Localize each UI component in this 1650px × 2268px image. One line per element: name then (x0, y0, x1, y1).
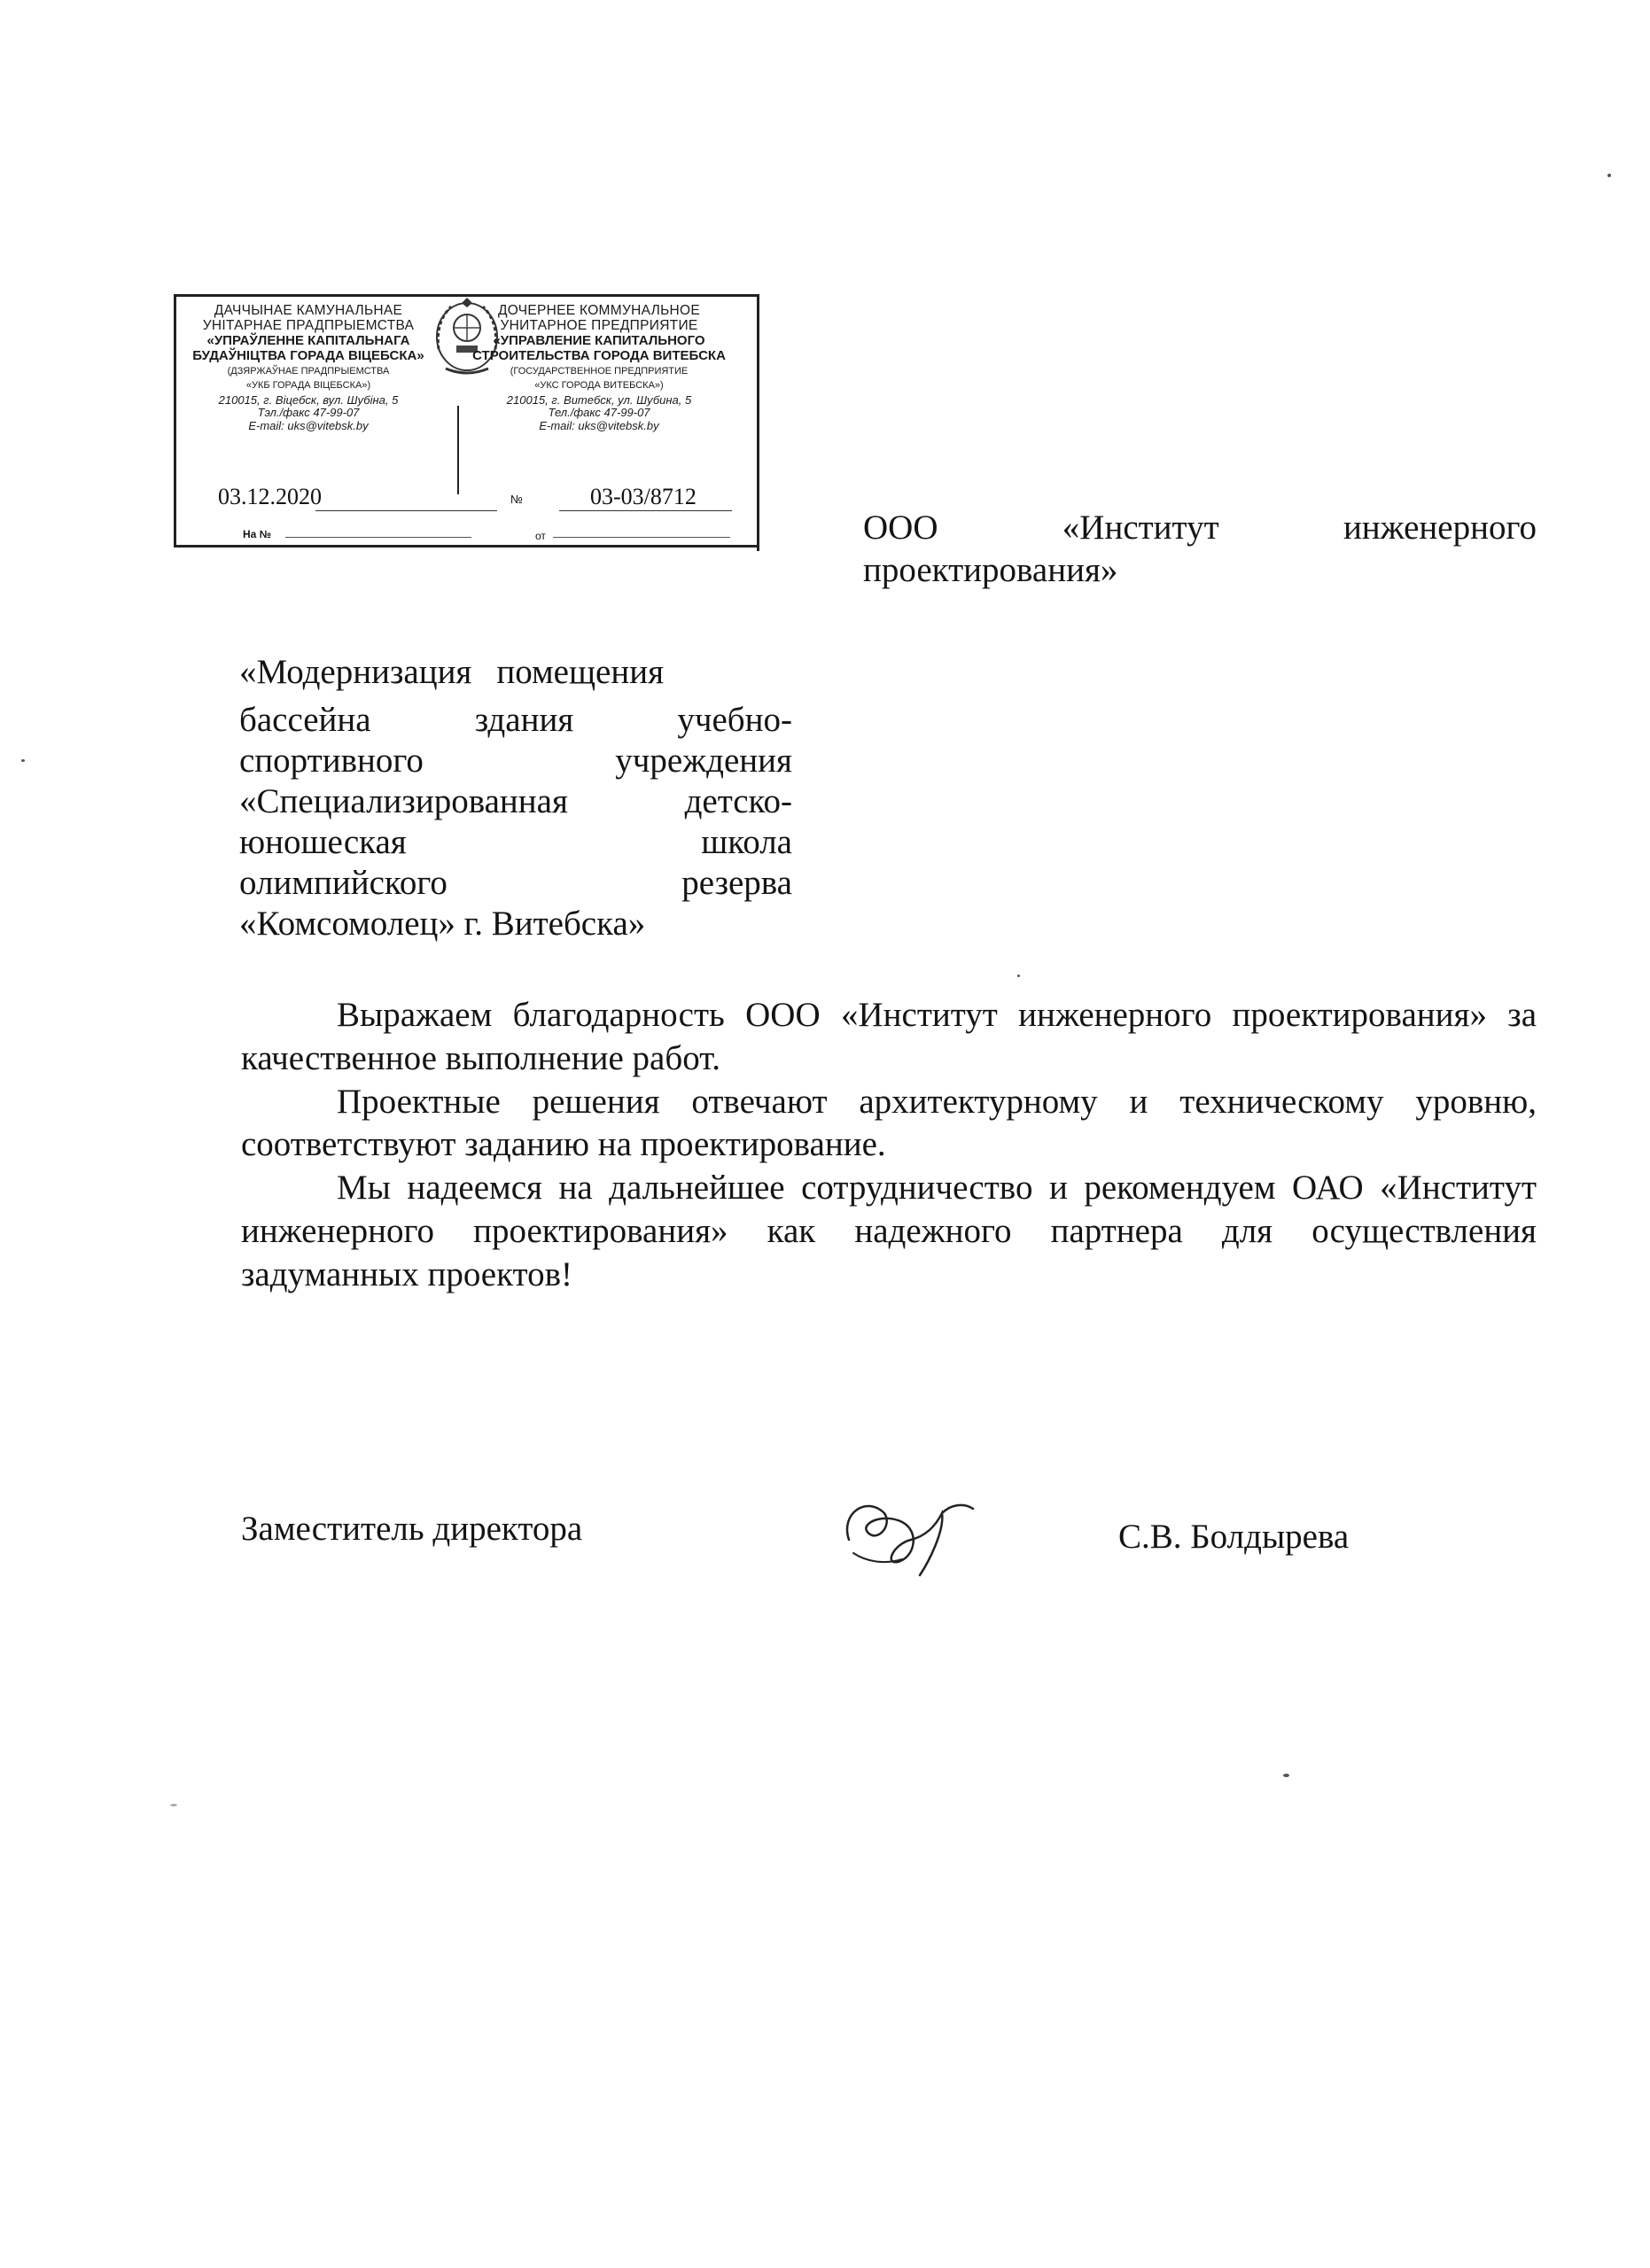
email-ru: E-mail: uks@vitebsk.by (539, 419, 659, 433)
subject-word: учебно- (677, 701, 792, 739)
subject-line-1 (239, 652, 792, 693)
org-name-by-1: «УПРАЎЛЕННЕ КАПІТАЛЬНАГА (206, 332, 410, 348)
reply-date-label: от (535, 530, 546, 542)
reply-date-underline (553, 537, 730, 538)
addressee-word-1: ООО (863, 509, 938, 547)
body-paragraph-1: Выражаем благодарность ООО «Институт инженерного проектирования» за качественное выполнение работ. (241, 996, 1537, 1077)
address-ru: 210015, г. Витебск, ул. Шубина, 5 (506, 392, 692, 407)
addressee (863, 507, 1537, 593)
subject-line-2 (239, 700, 792, 741)
addressee-word-3: инженерного (1343, 509, 1537, 547)
handwritten-signature (831, 1478, 991, 1584)
stamp-column-divider (457, 406, 459, 494)
subject-line-5 (239, 822, 792, 863)
subject-word: помещения (496, 653, 665, 691)
subject-word: здания (474, 701, 574, 739)
scan-speck (170, 1804, 177, 1806)
subject-word: юношеская (239, 823, 407, 861)
subject-word: «Модернизация (239, 653, 472, 691)
addressee-line-2: проектирования» (863, 551, 1118, 590)
signatory-title: Заместитель директора (241, 1510, 583, 1548)
phone-ru: Тел./факс 47-99-07 (548, 406, 650, 420)
org-alt-ru-2: «УКС ГОРОДА ВИТЕБСКА») (534, 379, 664, 391)
subject-word: школа (701, 823, 792, 861)
letter-date: 03.12.2020 (218, 484, 322, 509)
subject-line-3 (239, 741, 792, 781)
org-alt-ru-1: (ГОСУДАРСТВЕННОЕ ПРЕДПРИЯТИЕ (510, 366, 689, 377)
org-type-by-2: УНІТАРНАЕ ПРАДПРЫЕМСТВА (202, 318, 415, 334)
phone-by: Тэл./факс 47-99-07 (257, 406, 360, 420)
subject-word: «Специализированная (239, 782, 568, 820)
body-paragraph-3: Мы надеемся на дальнейшее сотрудничество и рекомендуем ОАО «Институт инженерного проектирования» как надежного партнера для осуществления задуманных проектов! (241, 1169, 1537, 1293)
reply-reference-row (243, 528, 739, 542)
reply-number-underline (285, 537, 471, 538)
letterhead-russian (466, 303, 732, 433)
subject-line-6 (239, 863, 792, 904)
org-name-ru-1: «УПРАВЛЕНИЕ КАПИТАЛЬНОГО (493, 332, 705, 348)
org-type-ru-2: УНИТАРНОЕ ПРЕДПРИЯТИЕ (500, 318, 698, 334)
letter-body (241, 994, 1537, 1296)
subject-word: спортивного (239, 742, 424, 780)
body-paragraph-2: Проектные решения отвечают архитектурному и техническому уровню, соответствуют заданию на проектирование. (241, 1082, 1537, 1164)
org-type-by-1: ДАЧЧЫНАЕ КАМУНАЛЬНАЕ (214, 303, 403, 318)
reply-number-label: На № (243, 528, 272, 540)
stamp-frame-bottom (174, 545, 759, 548)
subject-word: резерва (681, 864, 792, 902)
addressee-word-2: «Институт (1062, 509, 1219, 547)
stamp-frame-right (757, 294, 759, 551)
scan-speck (1607, 174, 1611, 177)
scan-speck (1017, 975, 1020, 977)
email-by: E-mail: uks@vitebsk.by (248, 419, 369, 433)
address-by: 210015, г. Віцебск, вул. Шубіна, 5 (218, 392, 399, 407)
org-type-ru-1: ДОЧЕРНЕЕ КОММУНАЛЬНОЕ (497, 303, 701, 318)
subject-word: детско- (684, 782, 792, 820)
letter-number: 03-03/8712 (590, 484, 697, 509)
letterhead-stamp (165, 291, 767, 548)
org-alt-by-1: (ДЗЯРЖАЎНАЕ ПРАДПРЫЕМСТВА (227, 366, 390, 377)
subject-line-7 (239, 904, 792, 944)
org-name-by-2: БУДАЎНІЦТВА ГОРАДА ВІЦЕБСКА» (192, 347, 424, 363)
subject-word: «Комсомолец» г. Витебска» (239, 905, 646, 943)
number-label: № (510, 493, 523, 506)
subject-word: бассейна (239, 701, 371, 739)
date-underline (315, 510, 497, 511)
scan-speck (21, 759, 25, 762)
scan-speck (1283, 1774, 1289, 1777)
org-name-ru-2: СТРОИТЕЛЬСТВА ГОРОДА ВИТЕБСКА (472, 347, 726, 363)
subject-word: учреждения (615, 742, 792, 780)
addressee-line-1 (863, 507, 1537, 549)
subject-line-4 (239, 781, 792, 822)
org-alt-by-2: «УКБ ГОРАДА ВІЦЕБСКА») (245, 379, 371, 391)
number-underline (559, 510, 732, 511)
letterhead-belarusian (175, 303, 441, 433)
letter-subject (239, 652, 792, 944)
subject-word: олимпийского (239, 864, 448, 902)
signatory-name: С.В. Болдырева (1118, 1518, 1350, 1556)
